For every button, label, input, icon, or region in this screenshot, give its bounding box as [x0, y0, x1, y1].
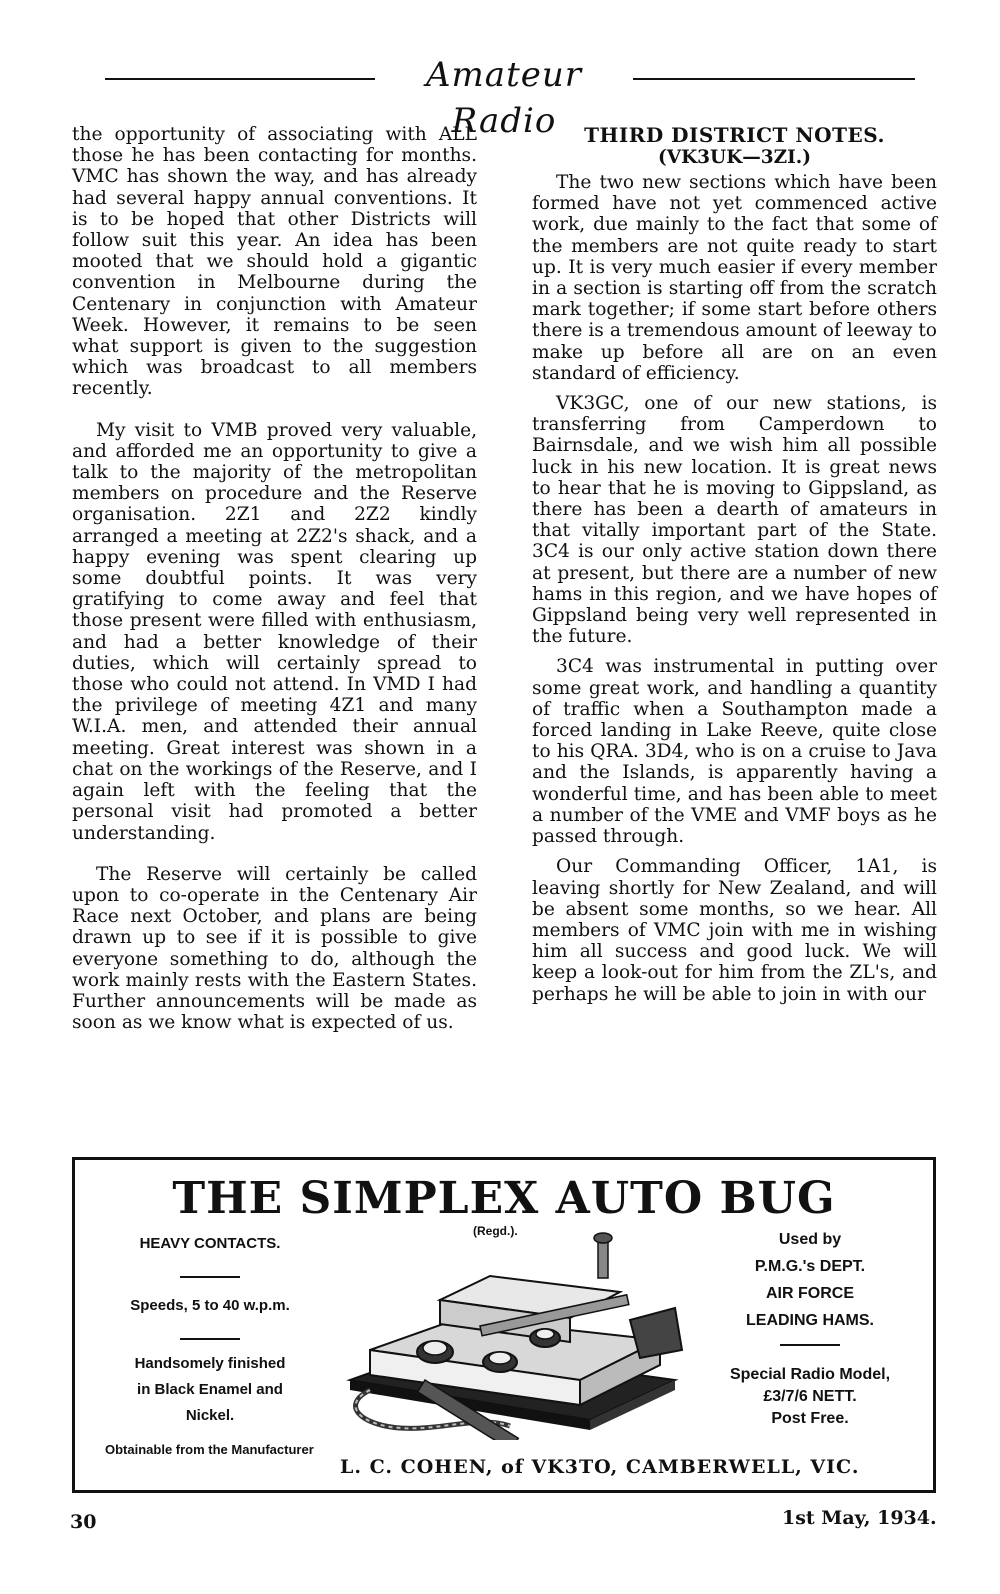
- advert-finish-line-1: Handsomely finished: [134, 1355, 286, 1372]
- right-paragraph-2: VK3GC, one of our new stations, is transferring from Camperdown to Bairnsdale, and we wish him all possible luck in his new location. It is great news to hear that he is moving to Gippsland, as there has been a dearth of amateurs in that vitally important part of the State. 3C4 is our only active station down there at present, but there are a number of new hams in this region, and we have hopes of Gippsland being very well represented in the future.: [532, 393, 937, 648]
- advert-regd: (Regd.).: [473, 1224, 518, 1238]
- left-paragraph-1: the opportunity of associating with ALL those he has been contacting for months. VMC has shown the way, and has already had several happy annual conventions. It is to be hoped that other Districts will follow suit this year. An idea has been mooted that we should hold a gigantic convention in Melbourne during the Centenary in conjunction with Amateur Week. However, it remains to be seen what support is given to the suggestion which was broadcast to all members recently.: [72, 124, 477, 400]
- masthead-title: Amateur Radio: [426, 55, 582, 141]
- advert-separator: [780, 1344, 840, 1346]
- left-paragraph-2: My visit to VMB proved very valuable, and afforded me an opportunity to give a talk to the majority of the metropolitan members on procedure and the Reserve organisation. 2Z1 and 2Z2 kindly arranged a meeting at 2Z2's shack, and a happy evening was spent clearing up some doubtful points. It was very gratifying to come away and feel that those present were filled with enthusiasm, and had a better knowledge of their duties, which will certainly spread to those who could not attend. In VMD I had the privilege of meeting 4Z1 and many W.I.A. men, and attended their annual meeting. Great interest was shown in a chat on the workings of the Reserve, and I again left with the feeling that the personal visit had promoted a better understanding.: [72, 419, 477, 844]
- left-column: [72, 124, 477, 1053]
- advert-pmg-dept: P.M.G.'s DEPT.: [754, 1258, 866, 1275]
- advert-price: £3/7/6 NETT.: [763, 1388, 857, 1405]
- advert-separator: [180, 1338, 240, 1340]
- section-heading: THIRD DISTRICT NOTES.: [584, 123, 885, 147]
- advert-special-model: Special Radio Model,: [729, 1366, 891, 1383]
- section-subheading: (VK3UK—3ZI.): [658, 147, 811, 168]
- advert-title: THE SIMPLEX AUTO BUG: [172, 1173, 836, 1224]
- right-paragraph-3: 3C4 was instrumental in putting over some great work, and handling a quantity of traffic when a Southampton made a forced landing in Lake Reeve, quite close to his QRA. 3D4, who is on a cruise to Java and the Islands, is apparently having a wonderful time, and has been able to meet a number of the VME and VMF boys as he passed through.: [532, 656, 937, 848]
- advert-separator: [180, 1276, 240, 1278]
- advert-air-force: AIR FORCE: [766, 1285, 854, 1302]
- simplex-advert: [72, 1157, 936, 1493]
- advert-finish-line-2: in Black Enamel and: [137, 1381, 283, 1398]
- advert-finish-line-3: Nickel.: [185, 1407, 235, 1424]
- masthead-rule-right: [633, 78, 915, 80]
- advert-used-by: Used by: [778, 1231, 842, 1248]
- right-paragraph-1: The two new sections which have been formed have not yet commenced active work, due mainly to the fact that some of the members are not quite ready to start up. It is very much easier if every member in a section is starting off from the scratch mark together; if some start before others there is a tremendous amount of leeway to make up before all are on an even standard of efficiency.: [532, 172, 937, 384]
- morse-key-illustration: [330, 1230, 690, 1440]
- advert-speeds: Speeds, 5 to 40 w.p.m.: [130, 1297, 290, 1314]
- left-paragraph-3: The Reserve will certainly be called upon to co-operate in the Centenary Air Race next October, and plans are being drawn up to see if it is possible to give everyone something to do, although the work mainly rests with the Eastern States. Further announcements will be made as soon as we know what is expected of us.: [72, 863, 477, 1034]
- advert-heavy-contacts: HEAVY CONTACTS.: [139, 1235, 281, 1252]
- advert-obtainable: Obtainable from the Manufacturer: [105, 1442, 314, 1457]
- advert-manufacturer: L. C. COHEN, of VK3TO, CAMBERWELL, VIC.: [340, 1456, 860, 1478]
- page-number: 30: [70, 1511, 97, 1533]
- advert-leading-hams: LEADING HAMS.: [746, 1312, 874, 1329]
- advert-post-free: Post Free.: [771, 1410, 849, 1427]
- issue-date: 1st May, 1934.: [782, 1507, 937, 1529]
- right-column: [532, 124, 937, 1014]
- right-paragraph-4: Our Commanding Officer, 1A1, is leaving shortly for New Zealand, and will be absent some months, so we hear. All members of VMC join with me in wishing him all success and good luck. We will keep a look-out for him from the ZL's, and perhaps he will be able to join in with our: [532, 856, 937, 1005]
- masthead-rule-left: [105, 78, 375, 80]
